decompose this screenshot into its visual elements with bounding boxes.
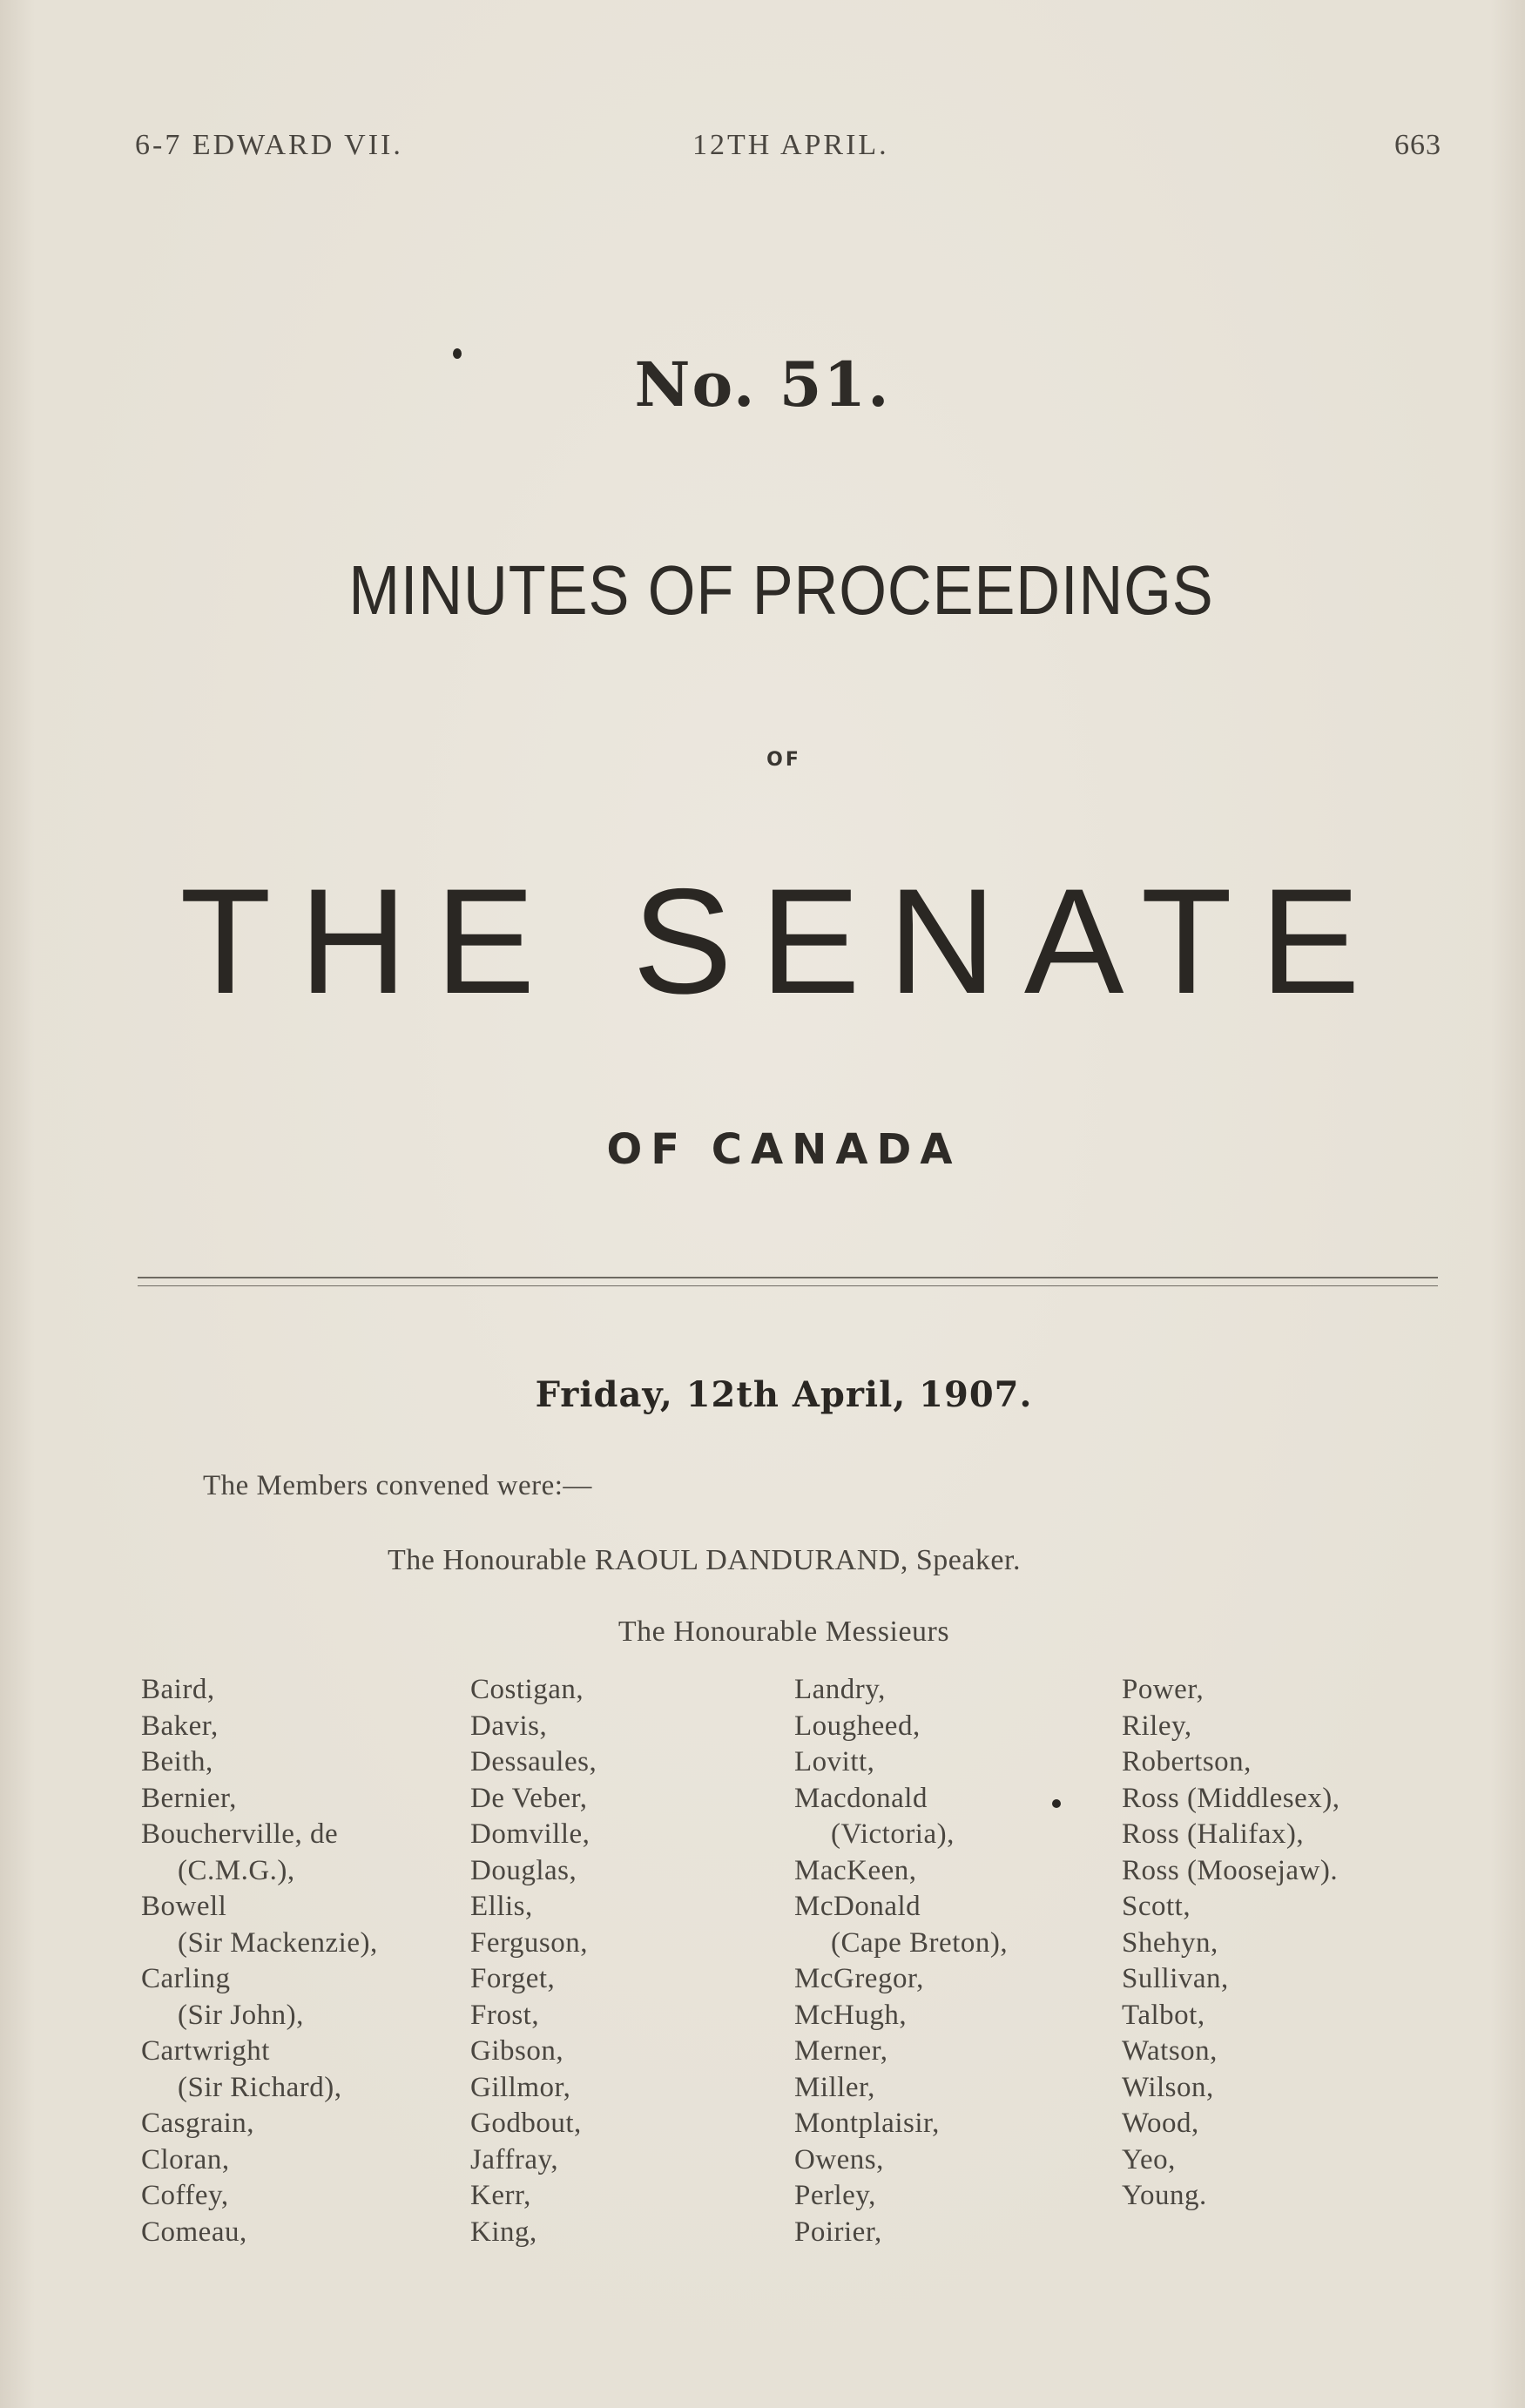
member-name: Owens, bbox=[794, 2143, 884, 2175]
member-name: Merner, bbox=[794, 2035, 888, 2067]
member-name: Baker, bbox=[141, 1710, 219, 1742]
member-name: Beith, bbox=[141, 1746, 213, 1777]
member-name: (Sir Mackenzie), bbox=[178, 1926, 378, 1959]
member-name: MacKeen, bbox=[794, 1854, 917, 1886]
member-name: Bowell bbox=[141, 1891, 227, 1922]
convened-line: The Members convened were:— bbox=[203, 1470, 592, 1501]
members-column-2 bbox=[470, 1672, 597, 2250]
member-name: Carling bbox=[141, 1963, 231, 1994]
member-name: Watson, bbox=[1122, 2035, 1218, 2067]
member-name: Davis, bbox=[470, 1710, 548, 1742]
member-name: (Victoria), bbox=[831, 1818, 955, 1850]
member-name: Scott, bbox=[1122, 1891, 1191, 1922]
issue-number: No. 51. bbox=[634, 348, 891, 421]
member-name: McDonald bbox=[794, 1891, 921, 1922]
member-name: Wood, bbox=[1122, 2108, 1199, 2139]
members-column-1 bbox=[141, 1672, 378, 2250]
member-name: Gillmor, bbox=[470, 2071, 571, 2103]
member-name: Miller, bbox=[794, 2071, 875, 2103]
member-name: Sullivan, bbox=[1122, 1963, 1229, 1994]
member-name: Costigan, bbox=[470, 1674, 584, 1705]
heading-connector: OF bbox=[766, 749, 801, 771]
ink-speck bbox=[1052, 1799, 1061, 1808]
member-name: Power, bbox=[1122, 1674, 1204, 1705]
member-name: Montplaisir, bbox=[794, 2108, 940, 2139]
member-name: Baird, bbox=[141, 1674, 215, 1705]
running-header bbox=[135, 129, 1441, 167]
members-heading: The Honourable Messieurs bbox=[617, 1615, 950, 1648]
member-name: Bernier, bbox=[141, 1782, 237, 1814]
member-name: Kerr, bbox=[470, 2180, 531, 2211]
divider-rule bbox=[138, 1285, 1438, 1286]
member-name: Douglas, bbox=[470, 1854, 577, 1886]
member-name: McHugh, bbox=[794, 1999, 908, 2031]
member-name: Ross (Moosejaw). bbox=[1122, 1854, 1339, 1886]
member-name: Ferguson, bbox=[470, 1926, 588, 1959]
member-name: (Sir John), bbox=[178, 1999, 304, 2031]
member-name: Domville, bbox=[470, 1818, 590, 1850]
member-name: Lovitt, bbox=[794, 1746, 875, 1777]
member-name: Perley, bbox=[794, 2180, 876, 2211]
member-name: McGregor, bbox=[794, 1963, 924, 1994]
members-column-3 bbox=[794, 1672, 1008, 2250]
member-name: Macdonald bbox=[794, 1782, 928, 1814]
header-date: 12TH APRIL. bbox=[692, 129, 889, 161]
member-name: Riley, bbox=[1122, 1710, 1192, 1742]
ink-speck bbox=[453, 348, 462, 359]
member-name: Robertson, bbox=[1122, 1746, 1252, 1777]
member-name: Wilson, bbox=[1122, 2071, 1214, 2103]
header-regnal-year: 6-7 EDWARD VII. bbox=[135, 129, 403, 161]
member-name: Frost, bbox=[470, 1999, 540, 2031]
member-name: Ross (Middlesex), bbox=[1122, 1782, 1340, 1814]
member-name: King, bbox=[470, 2216, 537, 2248]
member-name: Talbot, bbox=[1122, 1999, 1205, 2031]
page-title: THE SENATE bbox=[179, 858, 1388, 1025]
member-name: Coffey, bbox=[141, 2180, 229, 2211]
member-name: Young. bbox=[1122, 2180, 1207, 2211]
page-number: 663 bbox=[1394, 129, 1441, 161]
member-name: Boucherville, de bbox=[141, 1818, 339, 1850]
member-name: Forget, bbox=[470, 1963, 556, 1994]
member-name: (C.M.G.), bbox=[178, 1854, 295, 1886]
member-name: Dessaules, bbox=[470, 1746, 597, 1777]
member-name: Shehyn, bbox=[1122, 1926, 1218, 1959]
member-name: Casgrain, bbox=[141, 2108, 255, 2139]
member-name: (Cape Breton), bbox=[831, 1926, 1009, 1959]
member-name: Gibson, bbox=[470, 2035, 564, 2067]
member-name: Comeau, bbox=[141, 2216, 247, 2248]
member-name: Ross (Halifax), bbox=[1122, 1818, 1305, 1850]
member-name: Cartwright bbox=[141, 2035, 270, 2067]
member-name: Jaffray, bbox=[470, 2143, 559, 2175]
member-name: Poirier, bbox=[794, 2216, 882, 2248]
speaker-line: The Honourable RAOUL DANDURAND, Speaker. bbox=[388, 1544, 1021, 1576]
member-name: (Sir Richard), bbox=[178, 2071, 342, 2103]
member-name: Cloran, bbox=[141, 2143, 230, 2175]
member-name: Landry, bbox=[794, 1674, 886, 1705]
member-name: Godbout, bbox=[470, 2108, 582, 2139]
document-heading: MINUTES OF PROCEEDINGS bbox=[348, 551, 1214, 629]
page-subtitle: OF CANADA bbox=[606, 1125, 962, 1174]
member-name: Ellis, bbox=[470, 1891, 533, 1922]
members-column-4 bbox=[1122, 1672, 1340, 2215]
member-name: Yeo, bbox=[1122, 2143, 1176, 2175]
sitting-date: Friday, 12th April, 1907. bbox=[535, 1374, 1033, 1415]
member-name: De Veber, bbox=[470, 1782, 588, 1814]
member-name: Lougheed, bbox=[794, 1710, 921, 1742]
divider-rule bbox=[138, 1277, 1438, 1278]
